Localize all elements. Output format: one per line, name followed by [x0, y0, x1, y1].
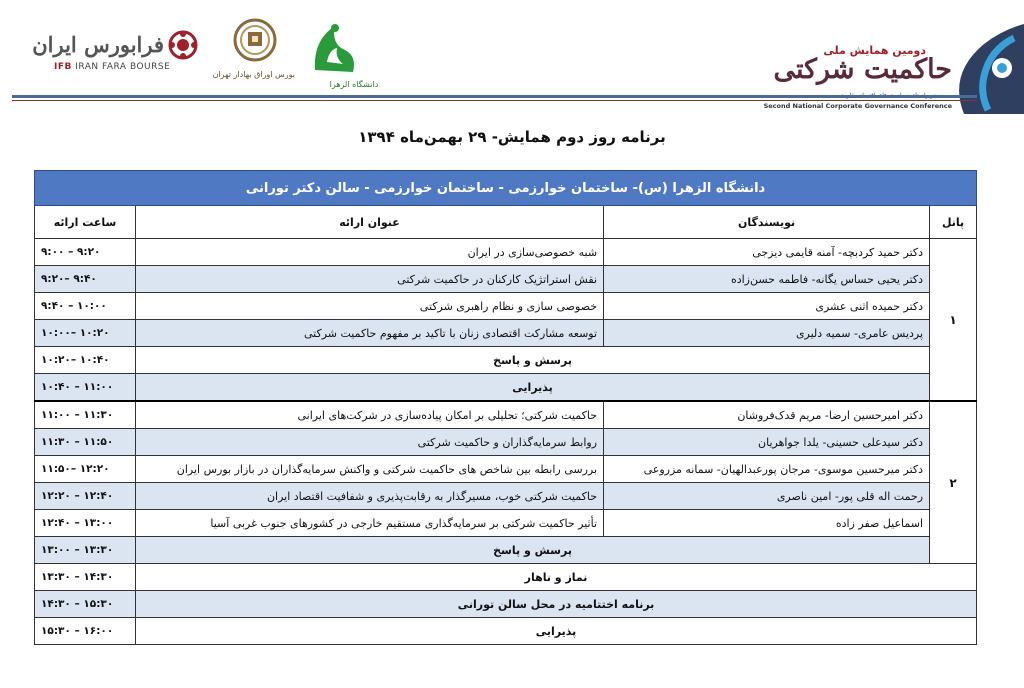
alzahra-university-logo: [303, 20, 388, 92]
conf-small-text: دومین همایش ملی: [823, 44, 926, 57]
time-cell: ۱۰:۴۰ – ۱۱:۰۰: [35, 374, 136, 402]
final-reception-cell: پذیرایی: [136, 618, 977, 645]
time-cell: ۱۰:۲۰– ۱۰:۴۰: [35, 347, 136, 374]
conf-main-text: حاکمیت شرکتی: [773, 54, 952, 85]
authors-cell: دکتر امیرحسین ارضا- مریم قدک‌فروشان: [604, 401, 930, 429]
qa-cell: پرسش و پاسخ: [136, 347, 930, 374]
talk-cell: شبه خصوصی‌سازی در ایران: [136, 239, 604, 266]
talk-cell: توسعه مشارکت اقتصادی زنان با تاکید بر مفهوم حاکمیت شرکتی: [136, 320, 604, 347]
time-cell: ۱۴:۳۰ – ۱۵:۳۰: [35, 591, 136, 618]
talk-cell: روابط سرمایه‌گذاران و حاکمیت شرکتی: [136, 429, 604, 456]
col-header-time: ساعت ارائه: [35, 206, 136, 239]
header-rule-red: [12, 100, 977, 101]
time-cell: ۹:۲۰– ۹:۴۰: [35, 266, 136, 293]
time-cell: ۹:۴۰ – ۱۰:۰۰: [35, 293, 136, 320]
alzahra-emblem-icon: [305, 20, 365, 80]
venue-cell: دانشگاه الزهرا (س)- ساختمان خوارزمی - ساختمان خوارزمی - سالن دکتر تورانی: [35, 171, 977, 206]
table-row: [35, 347, 977, 374]
panel-number: ۲: [930, 401, 977, 564]
header: [0, 0, 1024, 118]
table-row: [35, 564, 977, 591]
closing-cell: برنامه اختتامیه در محل سالن تورانی: [136, 591, 977, 618]
time-cell: ۱۳:۰۰ – ۱۳:۳۰: [35, 537, 136, 564]
lunch-cell: نماز و ناهار: [136, 564, 977, 591]
conf-eng-text: Second National Corporate Governance Conference: [763, 102, 952, 110]
header-rule-blue: [12, 95, 977, 98]
table-row: [35, 456, 977, 483]
authors-cell: اسماعیل صفر زاده: [604, 510, 930, 537]
tehran-stock-exchange-logo: [212, 14, 295, 94]
talk-cell: حاکمیت شرکتی؛ تحلیلی بر امکان پیاده‌سازی در شرکت‌های ایرانی: [136, 401, 604, 429]
talk-cell: بررسی رابطه بین شاخص های حاکمیت شرکتی و واکنش سرمایه‌گذاران در بازار بورس ایران: [136, 456, 604, 483]
table-row: [35, 266, 977, 293]
table-row: [35, 293, 977, 320]
venue-row: [35, 171, 977, 206]
page-title: برنامه روز دوم همایش- ۲۹ بهمن‌ماه ۱۳۹۴: [358, 128, 666, 146]
authors-cell: رحمت اله قلی پور- امین ناصری: [604, 483, 930, 510]
conference-logo: [763, 24, 1024, 118]
authors-cell: دکتر حمیده اثنی عشری: [604, 293, 930, 320]
time-cell: ۱۱:۵۰– ۱۲:۲۰: [35, 456, 136, 483]
time-cell: ۹:۰۰ – ۹:۲۰: [35, 239, 136, 266]
iran-fara-bourse-logo: [32, 28, 197, 80]
alzahra-logo-text: دانشگاه الزهرا: [329, 80, 379, 89]
fara-logo-eng: [54, 62, 170, 72]
talk-cell: حاکمیت شرکتی خوب، مسیرگذار به رقابت‌پذیری و شفافیت اقتصاد ایران: [136, 483, 604, 510]
authors-cell: دکتر حمید کردبچه- آمنه قایمی دیزجی: [604, 239, 930, 266]
table-row: [35, 429, 977, 456]
time-cell: ۱۲:۲۰ – ۱۲:۴۰: [35, 483, 136, 510]
table-row: [35, 537, 977, 564]
schedule-table: [34, 170, 977, 645]
authors-cell: دکتر یحیی حساس یگانه- فاطمه حسن‌زاده: [604, 266, 930, 293]
fara-logo-text: فرابورس ایران: [32, 32, 164, 57]
authors-cell: پردیس عامری- سمیه دلیری: [604, 320, 930, 347]
header-row: [35, 206, 977, 239]
table-row: [35, 483, 977, 510]
time-cell: ۱۱:۰۰ – ۱۱:۳۰: [35, 401, 136, 429]
time-cell: ۱۵:۳۰ – ۱۶:۰۰: [35, 618, 136, 645]
table-row: [35, 320, 977, 347]
fara-logo-eng-prefix: IFB: [54, 62, 72, 72]
bourse-logo-text: بورس اوراق بهادار تهران: [212, 70, 295, 79]
col-header-talk: عنوان ارائه: [136, 206, 604, 239]
table-row: [35, 591, 977, 618]
fara-logo-eng-name: IRAN FARA BOURSE: [75, 62, 171, 72]
talk-cell: نقش استراتژیک کارکنان در حاکمیت شرکتی: [136, 266, 604, 293]
col-header-panel: پانل: [930, 206, 977, 239]
authors-cell: دکتر سیدعلی حسینی- یلدا جواهریان: [604, 429, 930, 456]
table-row: [35, 618, 977, 645]
talk-cell: تأثیر حاکمیت شرکتی بر سرمایه‌گذاری مستقیم خارجی در کشورهای جنوب غربی آسیا: [136, 510, 604, 537]
table-row: [35, 401, 977, 429]
time-cell: ۱۳:۳۰ – ۱۴:۳۰: [35, 564, 136, 591]
col-header-authors: نویسندگان: [604, 206, 930, 239]
authors-cell: دکتر میرحسین موسوی- مرجان پورعبدالهیان- سمانه مزروعی: [604, 456, 930, 483]
time-cell: ۱۰:۰۰– ۱۰:۲۰: [35, 320, 136, 347]
reception-cell: پذیرایی: [136, 374, 930, 402]
time-cell: ۱۲:۴۰ – ۱۳:۰۰: [35, 510, 136, 537]
qa-cell: پرسش و پاسخ: [136, 537, 930, 564]
table-row: [35, 374, 977, 402]
time-cell: ۱۱:۳۰ – ۱۱:۵۰: [35, 429, 136, 456]
bourse-emblem-icon: [215, 14, 295, 70]
fara-emblem-icon: [168, 30, 198, 60]
panel-number: ۱: [930, 239, 977, 402]
talk-cell: خصوصی سازی و نظام راهبری شرکتی: [136, 293, 604, 320]
table-row: [35, 510, 977, 537]
table-row: [35, 239, 977, 266]
